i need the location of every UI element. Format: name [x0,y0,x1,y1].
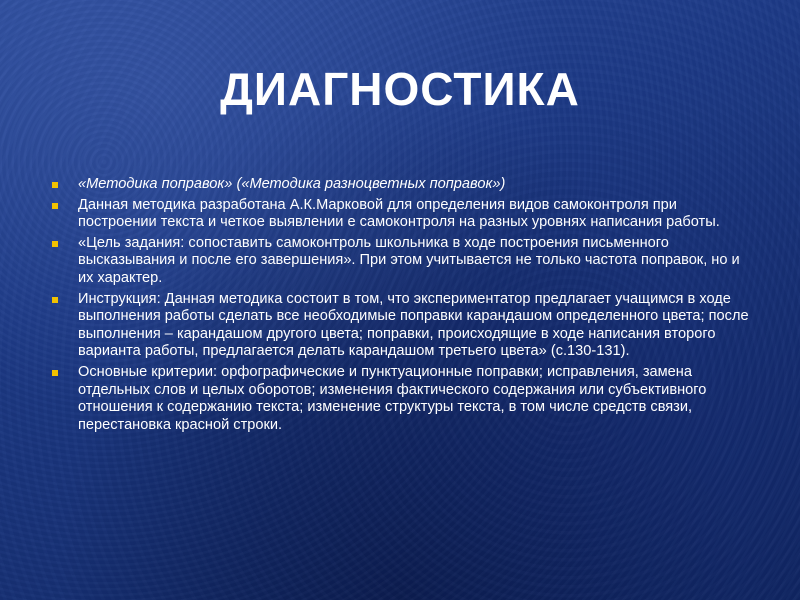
bullet-text: Данная методика разработана А.К.Марковой для определения видов самоконтроля при построении текста и четкое выявлении е самоконтроля на разных уровнях написания работы. [78,196,720,231]
bullet-item-instruction [52,291,752,361]
bullet-list [52,176,752,437]
slide-title: ДИАГНОСТИКА [220,63,580,115]
bullet-text: Основные критерии: орфографические и пунктуационные поправки; исправления, замена отдельных слов и целых оборотов; изменения фактического содержания или субъективного отношения к содержанию текста; изменение структуры текста, в том числе средств связи, перестановка красной строки. [78,363,707,433]
square-bullet-icon [52,241,58,247]
bullet-item-criteria [52,364,752,434]
square-bullet-icon [52,297,58,303]
square-bullet-icon [52,203,58,209]
bullet-item-goal [52,235,752,288]
bullet-item-description [52,197,752,232]
square-bullet-icon [52,182,58,188]
square-bullet-icon [52,370,58,376]
bullet-text: «Цель задания: сопоставить самоконтроль школьника в ходе построения письменного высказывания и после его завершения». При этом учитывается не только частота поправок, но и их характер. [78,234,740,286]
bullet-text: «Методика поправок» («Методика разноцветных поправок») [78,176,506,192]
bullet-text: Инструкция: Данная методика состоит в том, что экспериментатор предлагает учащимся в ходе выполнения работы сделать все необходимые поправки карандашом определенного цвета; после выполнения – карандашом другого цвета; поправки, происходящие в ходе написания второго варианта работы, предлагается делать карандашом третьего цвета» (с.130-131). [78,290,749,360]
bullet-item-method-name [52,176,752,194]
